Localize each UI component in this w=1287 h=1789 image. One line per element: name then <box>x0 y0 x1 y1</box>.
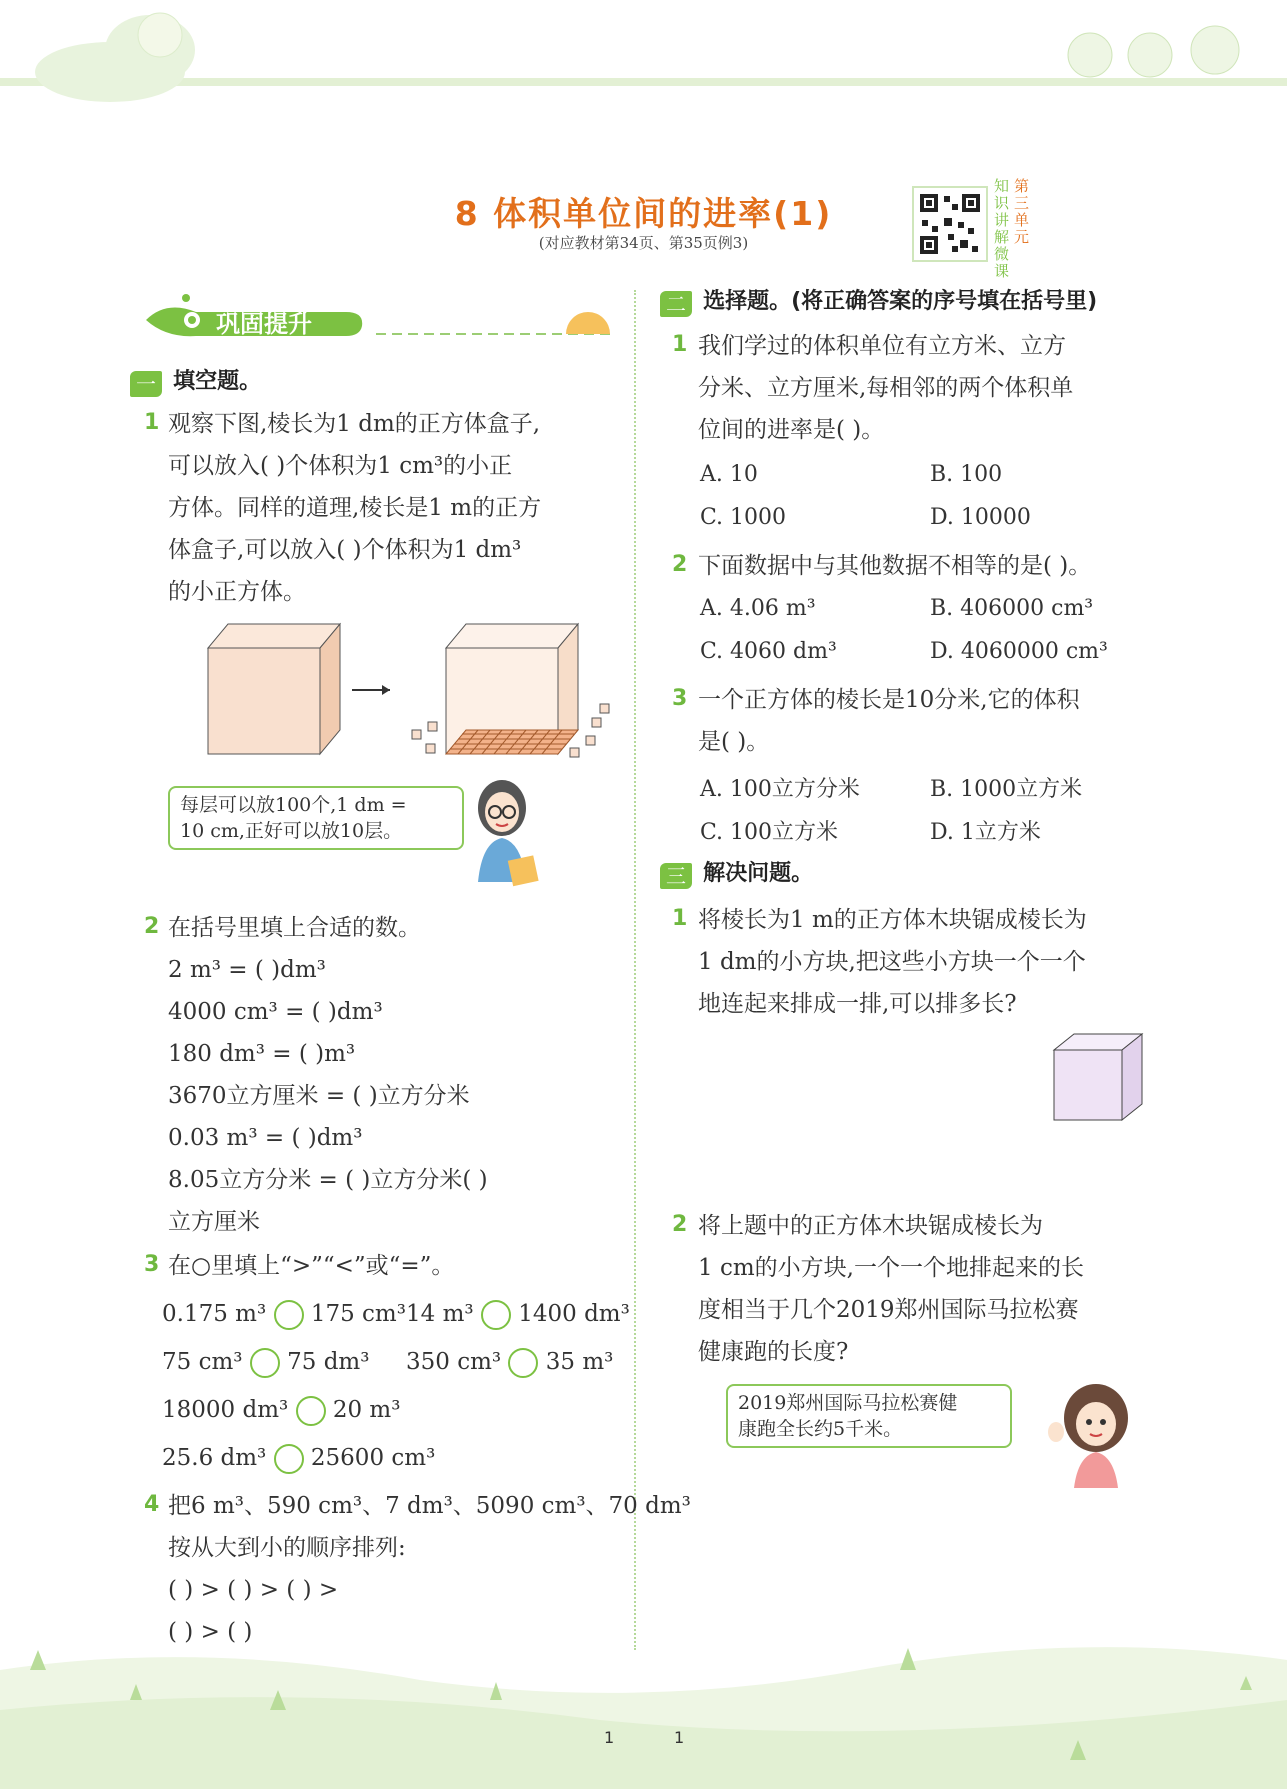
q1-line-4: 体盒子,可以放入( )个体积为1 dm³ <box>168 537 522 563</box>
compare-row-2b <box>406 1346 613 1378</box>
s3-q1-line-1: 将棱长为1 m的正方体木块锯成棱长为 <box>698 907 1087 933</box>
compare-circle[interactable] <box>274 1444 304 1474</box>
s2-q1-line-3: 位间的进率是( )。 <box>698 417 885 443</box>
page-subtitle: (对应教材第34页、第35页例3) <box>538 234 749 252</box>
banner-label: 巩固提升 <box>216 310 312 338</box>
girl-speech-bubble <box>726 1384 1012 1448</box>
compare-circle[interactable] <box>274 1300 304 1330</box>
section3-badge: 三 <box>660 863 692 889</box>
compare-left: 18000 dm³ <box>162 1397 289 1423</box>
compare-left: 75 cm³ <box>162 1349 243 1375</box>
s3-q2-line-2: 1 cm的小方块,一个一个地排起来的长 <box>698 1255 1084 1281</box>
s2-q3-number: 3 <box>672 686 688 711</box>
s3-q1-line-3: 地连起来排成一排,可以排多长? <box>698 991 1017 1017</box>
compare-right: 175 cm³ <box>310 1301 406 1327</box>
option-d: D. 1立方米 <box>930 820 1041 845</box>
consolidation-banner <box>136 292 616 342</box>
compare-right: 20 m³ <box>332 1397 401 1423</box>
bubble2-line-1: 2019郑州国际马拉松赛健 <box>738 1392 958 1414</box>
option-d: D. 10000 <box>930 505 1031 530</box>
q4-line-2: 按从大到小的顺序排列: <box>168 1535 406 1561</box>
q2-line-6: 8.05立方分米 = ( )立方分米( ) <box>168 1167 488 1193</box>
q3-title: 在○里填上“>”“<”或“=”。 <box>168 1253 455 1279</box>
q2-line-3: 180 dm³ = ( )m³ <box>168 1041 356 1067</box>
cube-diagram <box>200 618 620 768</box>
teacher-speech-bubble <box>168 786 464 850</box>
bubble2-line-2: 康跑全长约5千米。 <box>738 1418 903 1440</box>
s2-q3-line-2: 是( )。 <box>698 729 770 755</box>
page-number-right: 1 <box>674 1728 685 1747</box>
bubble1-line-1: 每层可以放100个,1 dm = <box>180 794 407 816</box>
q2-line-4: 3670立方厘米 = ( )立方分米 <box>168 1083 470 1109</box>
column-divider <box>634 290 636 1650</box>
page-title: 8 体积单位间的进率(1) <box>454 194 833 233</box>
section3-heading <box>660 856 813 889</box>
q2-line-2: 4000 cm³ = ( )dm³ <box>168 999 383 1025</box>
q2-number: 2 <box>144 914 160 939</box>
s2-q1-number: 1 <box>672 332 688 357</box>
option-c: C. 4060 dm³ <box>700 639 837 664</box>
section2-heading <box>660 284 1097 317</box>
qr-code[interactable] <box>912 186 988 262</box>
q4-number: 4 <box>144 1492 160 1517</box>
option-d: D. 4060000 cm³ <box>930 639 1108 664</box>
compare-left: 350 cm³ <box>406 1349 502 1375</box>
compare-row-1b <box>406 1298 630 1330</box>
section2-badge: 二 <box>660 291 692 317</box>
q4-line-1: 把6 m³、590 cm³、7 dm³、5090 cm³、70 dm³ <box>168 1493 691 1519</box>
compare-circle[interactable] <box>296 1396 326 1426</box>
option-b: B. 406000 cm³ <box>930 596 1094 621</box>
qr-text-1: 知识讲解微课 <box>994 177 1010 280</box>
page-number-left: 1 <box>604 1728 615 1747</box>
qr-side-text <box>994 178 1034 280</box>
compare-right: 75 dm³ <box>287 1349 370 1375</box>
top-decoration <box>0 0 1287 110</box>
s2-q2-number: 2 <box>672 552 688 577</box>
whale-icon <box>136 292 616 342</box>
q3-number: 3 <box>144 1252 160 1277</box>
compare-right: 25600 cm³ <box>310 1445 436 1471</box>
q1-line-3: 方体。同样的道理,棱长是1 m的正方 <box>168 495 542 521</box>
s2-q1-line-2: 分米、立方厘米,每相邻的两个体积单 <box>698 375 1074 401</box>
compare-right: 1400 dm³ <box>518 1301 630 1327</box>
s3-q2-line-4: 健康跑的长度? <box>698 1339 849 1365</box>
section1-badge: 一 <box>130 371 162 397</box>
section3-title: 解决问题。 <box>703 861 814 886</box>
s2-q3-line-1: 一个正方体的棱长是10分米,它的体积 <box>698 687 1080 713</box>
option-c: C. 1000 <box>700 505 787 530</box>
compare-circle[interactable] <box>508 1348 538 1378</box>
compare-circle[interactable] <box>481 1300 511 1330</box>
option-a: A. 100立方分米 <box>700 777 860 802</box>
compare-circle[interactable] <box>250 1348 280 1378</box>
compare-row-1 <box>162 1298 406 1330</box>
qr-text-2: 第三单元 <box>1014 177 1030 246</box>
q1-line-1: 观察下图,棱长为1 dm的正方体盒子, <box>168 411 541 437</box>
s3-q1-number: 1 <box>672 906 688 931</box>
bottom-landscape <box>0 1630 1287 1789</box>
purple-cube-figure <box>1050 1030 1146 1126</box>
s2-q1-line-1: 我们学过的体积单位有立方米、立方 <box>698 333 1066 359</box>
bubble1-line-2: 10 cm,正好可以放10层。 <box>180 820 403 842</box>
compare-row-4 <box>162 1442 435 1474</box>
compare-left: 14 m³ <box>406 1301 474 1327</box>
compare-row-3 <box>162 1394 400 1426</box>
section1-heading <box>130 364 261 397</box>
option-a: A. 10 <box>700 462 758 487</box>
q1-line-2: 可以放入( )个体积为1 cm³的小正 <box>168 453 513 479</box>
q1-line-5: 的小正方体。 <box>168 579 306 605</box>
q4-line-4: ( ) > ( ) <box>168 1619 253 1645</box>
q2-line-5: 0.03 m³ = ( )dm³ <box>168 1125 363 1151</box>
section1-title: 填空题。 <box>173 369 262 394</box>
compare-left: 0.175 m³ <box>162 1301 267 1327</box>
qr-code-icon <box>914 188 986 260</box>
s3-q2-number: 2 <box>672 1212 688 1237</box>
s2-q2-line-1: 下面数据中与其他数据不相等的是( )。 <box>698 553 1092 579</box>
compare-right: 35 m³ <box>545 1349 614 1375</box>
section2-title: 选择题。(将正确答案的序号填在括号里) <box>703 289 1098 314</box>
option-a: A. 4.06 m³ <box>700 596 816 621</box>
girl-illustration <box>1040 1380 1140 1490</box>
q2-title: 在括号里填上合适的数。 <box>168 915 421 941</box>
q1-number: 1 <box>144 410 160 435</box>
option-b: B. 100 <box>930 462 1003 487</box>
q2-line-1: 2 m³ = ( )dm³ <box>168 957 326 983</box>
compare-left: 25.6 dm³ <box>162 1445 267 1471</box>
compare-row-2 <box>162 1346 369 1378</box>
s3-q1-line-2: 1 dm的小方块,把这些小方块一个一个 <box>698 949 1086 975</box>
q4-line-3: ( ) > ( ) > ( ) > <box>168 1577 339 1603</box>
q2-line-7: 立方厘米 <box>168 1209 260 1235</box>
s3-q2-line-3: 度相当于几个2019郑州国际马拉松赛 <box>698 1297 1079 1323</box>
s3-q2-line-1: 将上题中的正方体木块锯成棱长为 <box>698 1213 1043 1239</box>
option-c: C. 100立方米 <box>700 820 839 845</box>
option-b: B. 1000立方米 <box>930 777 1083 802</box>
teacher-illustration <box>452 772 552 892</box>
